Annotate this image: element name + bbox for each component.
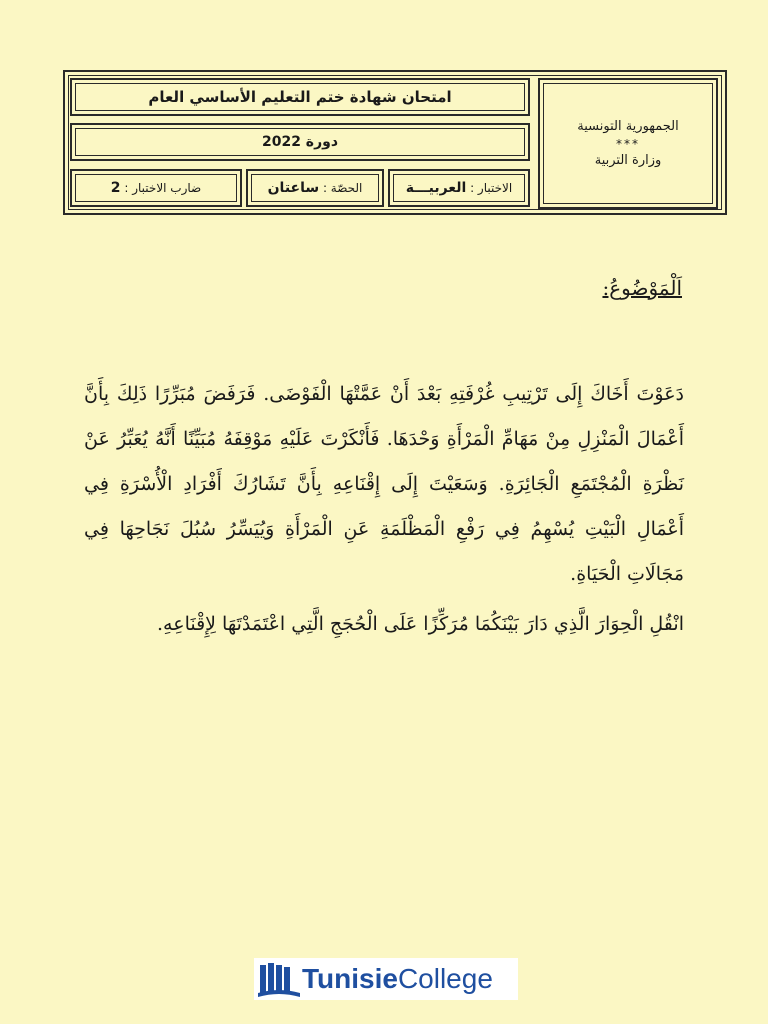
logo-text-college: College	[397, 963, 493, 994]
republic-box	[538, 78, 718, 209]
subject-label: الاختبار :	[470, 181, 513, 195]
stars-emblem: ***	[616, 136, 640, 151]
topic-paragraph: دَعَوْتَ أَخَاكَ إِلَى تَرْتِيبِ غُرْفَتِهِ بَعْدَ أَنْ عَمَّتْهَا الْفَوْضَى. فَرَفَضَ مُبَرِّرًا ذَلِكَ بِأَنَّ أَعْمَالَ الْمَنْزِلِ مِنْ مَهَامِّ الْمَرْأَةِ وَحْدَهَا. فَأَنْكَرْتَ عَلَيْهِ مَوْقِفَهُ مُبَيِّنًا أَنَّهُ يُعَبِّرُ عَنْ نَظْرَةِ الْمُجْتَمَعِ الْجَائِرَةِ. وَسَعَيْتَ إِلَى إِقْنَاعِهِ بِأَنَّ تَشَارُكَ أَفْرَادِ الْأُسْرَةِ فِي أَعْمَالِ الْبَيْتِ يُسْهِمُ فِي رَفْعِ الْمَظْلَمَةِ عَنِ الْمَرْأَةِ وَيُيَسِّرُ سُبُلَ نَجَاحِهَا فِي مَجَالَاتِ الْحَيَاةِ.	[84, 383, 684, 585]
subject-box	[388, 169, 530, 207]
republic-name: الجمهورية التونسية	[577, 118, 679, 134]
topic-heading: اَلْمَوْضُوعُ:	[602, 276, 682, 300]
session-label: دورة 2022	[261, 134, 339, 150]
coefficient-value: 2	[110, 180, 121, 196]
duration-value: ساعتان	[267, 180, 320, 196]
duration-label: الحصّة :	[322, 181, 363, 195]
logo-text-tunisie: Tunisie	[302, 963, 398, 994]
subject-value: العربيـــة	[405, 180, 467, 196]
exam-title-box	[70, 78, 530, 116]
task-instruction: انْقُلِ الْحِوَارَ الَّذِي دَارَ بَيْنَكُمَا مُرَكِّزًا عَلَى الْحُجَجِ الَّتِي اعْتَمَدْتَهَا لِإِقْنَاعِهِ.	[157, 613, 684, 635]
session-box	[70, 123, 530, 161]
ministry-name: وزارة التربية	[594, 152, 662, 168]
exam-title: امتحان شهادة ختم التعليم الأساسي العام	[148, 88, 452, 106]
coefficient-label: ضارب الاختبار :	[124, 181, 202, 195]
coefficient-box	[70, 169, 242, 207]
book-icon	[256, 959, 302, 999]
duration-box	[246, 169, 384, 207]
site-logo	[254, 958, 518, 1000]
